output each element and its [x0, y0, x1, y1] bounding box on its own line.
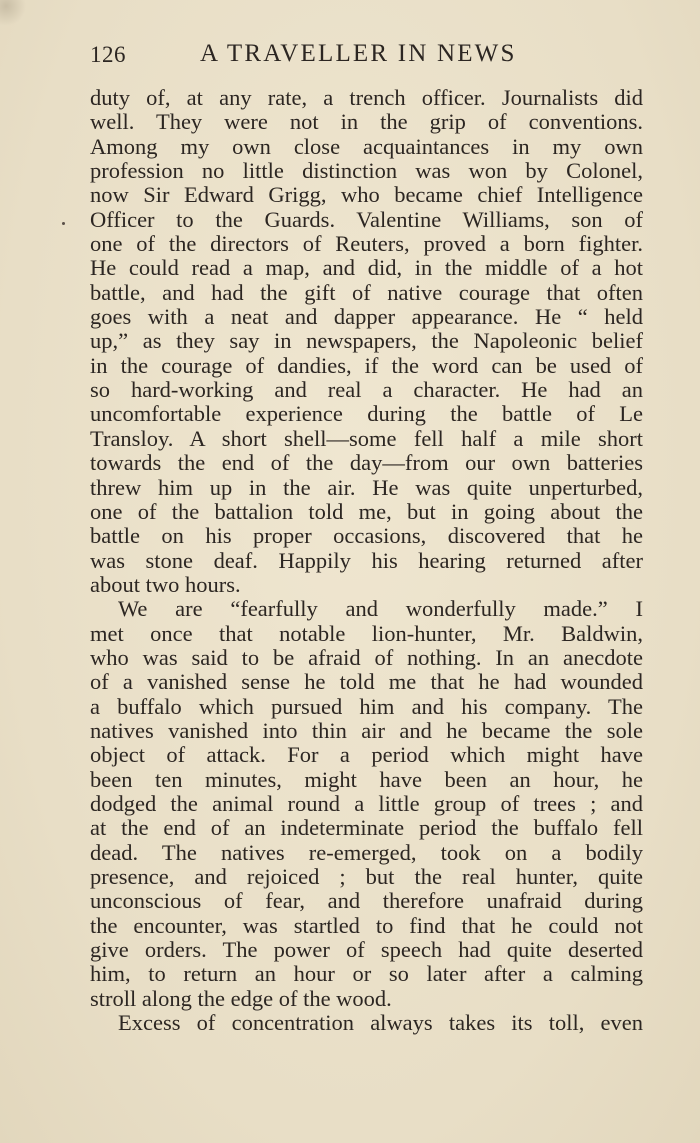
text-line: so hard-working and real a character. He had an	[90, 378, 643, 403]
text-line: battle on his proper occasions, discovered that he	[90, 524, 643, 549]
text-line: who was said to be afraid of nothing. In an anecdote	[90, 645, 643, 670]
text-line: dead. The natives re-emerged, took on a bodily	[90, 840, 643, 865]
text-line: Among my own close acquaintances in my own	[90, 134, 643, 159]
text-line: profession no little distinction was won by Colonel,	[90, 159, 643, 184]
margin-speck	[62, 222, 65, 225]
text-line: presence, and rejoiced ; but the real hunter, quite	[90, 865, 643, 889]
text-line: uncomfortable experience during the battle of Le	[90, 402, 643, 427]
text-line: dodged the animal round a little group of trees ; and	[90, 791, 643, 816]
text-line: Officer to the Guards. Valentine Williams, son of	[90, 207, 643, 232]
page-number: 126	[90, 42, 126, 67]
text-line: up,” as they say in newspapers, the Napoleonic belief	[90, 329, 643, 354]
body-text	[90, 86, 643, 1035]
text-line: threw him up in the air. He was quite unperturbed,	[90, 475, 643, 500]
text-line: been ten minutes, might have been an hour, he	[90, 767, 643, 792]
text-line: well. They were not in the grip of conventions.	[90, 110, 643, 135]
text-line: was stone deaf. Happily his hearing returned after	[90, 548, 643, 573]
page-corner-blemish	[0, 0, 26, 26]
paragraph-end-line: about two hours.	[90, 572, 241, 597]
paragraph-start-line: Excess of concentration always takes its toll, even	[118, 1011, 643, 1036]
text-line: one of the directors of Reuters, proved a born fighter.	[90, 232, 643, 257]
text-line: of a vanished sense he told me that he had wounded	[90, 670, 643, 695]
paragraph-end-line: stroll along the edge of the wood.	[90, 986, 392, 1011]
text-line: unconscious of fear, and therefore unafraid during	[90, 889, 643, 914]
text-line: the encounter, was startled to find that he could not	[90, 913, 643, 938]
text-line: met once that notable lion-hunter, Mr. Baldwin,	[90, 621, 643, 646]
text-line: a buffalo which pursued him and his company. The	[90, 694, 643, 719]
text-line: object of attack. For a period which might have	[90, 743, 643, 768]
text-line: give orders. The power of speech had quite deserted	[90, 938, 643, 963]
text-line: in the courage of dandies, if the word can be used of	[90, 353, 643, 378]
text-line: him, to return an hour or so later after a calming	[90, 962, 643, 987]
text-line: towards the end of the day—from our own batteries	[90, 451, 643, 476]
text-line: goes with a neat and dapper appearance. He “ held	[90, 305, 643, 330]
text-line: now Sir Edward Grigg, who became chief Intelligence	[90, 183, 643, 208]
text-line: Transloy. A short shell—some fell half a mile short	[90, 426, 643, 451]
text-line: battle, and had the gift of native courage that often	[90, 280, 643, 305]
text-line: at the end of an indeterminate period the buffalo fell	[90, 816, 643, 841]
paragraph-start-line: We are “fearfully and wonderfully made.” I	[118, 597, 643, 622]
running-title: A TRAVELLER IN NEWS	[200, 40, 517, 67]
text-line: natives vanished into thin air and he became the sole	[90, 718, 643, 743]
text-line: He could read a map, and did, in the middle of a hot	[90, 256, 643, 281]
text-line: duty of, at any rate, a trench officer. Journalists did	[90, 86, 643, 110]
page-header	[90, 40, 646, 72]
text-line: one of the battalion told me, but in going about the	[90, 499, 643, 524]
